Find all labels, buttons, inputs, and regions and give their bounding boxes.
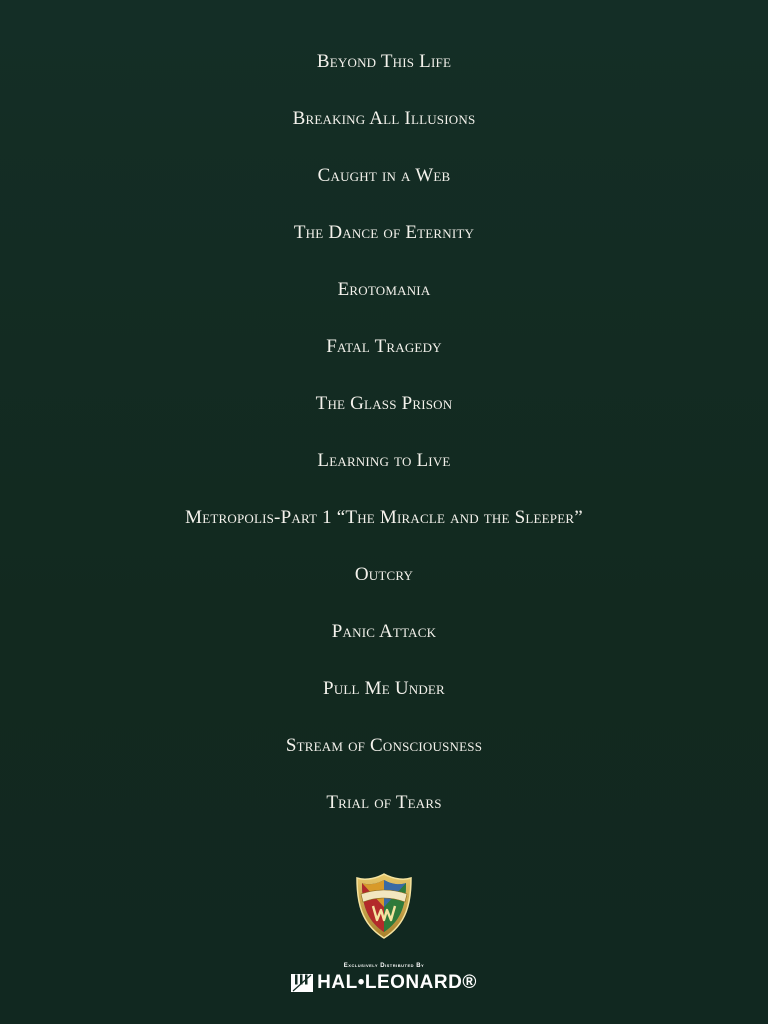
song-title: Metropolis-Part 1 “The Miracle and the Sleeper” <box>185 507 583 528</box>
song-title: Breaking All Illusions <box>292 108 476 129</box>
hal-leonard-piano-icon <box>291 974 313 992</box>
song-title: Erotomania <box>337 279 431 300</box>
song-title: Learning to Live <box>317 450 451 471</box>
song-title: Trial of Tears <box>326 792 442 813</box>
song-title: Beyond This Life <box>316 51 452 72</box>
hal-leonard-logo <box>291 972 477 994</box>
distributor-label: Exclusively Distributed By <box>343 963 425 969</box>
warner-bros-shield-icon <box>353 872 415 940</box>
song-title: Pull Me Under <box>323 678 445 699</box>
song-title: Panic Attack <box>331 621 437 642</box>
distributor-block <box>0 963 768 996</box>
distributor-name: HAL•LEONARD® <box>317 972 477 993</box>
song-title: Caught in a Web <box>317 165 451 186</box>
song-title: Outcry <box>354 564 414 585</box>
song-title: Fatal Tragedy <box>326 336 442 357</box>
song-title: The Dance of Eternity <box>293 222 475 243</box>
song-list <box>0 48 768 846</box>
song-title: Stream of Consciousness <box>285 735 483 756</box>
song-title: The Glass Prison <box>315 393 453 414</box>
